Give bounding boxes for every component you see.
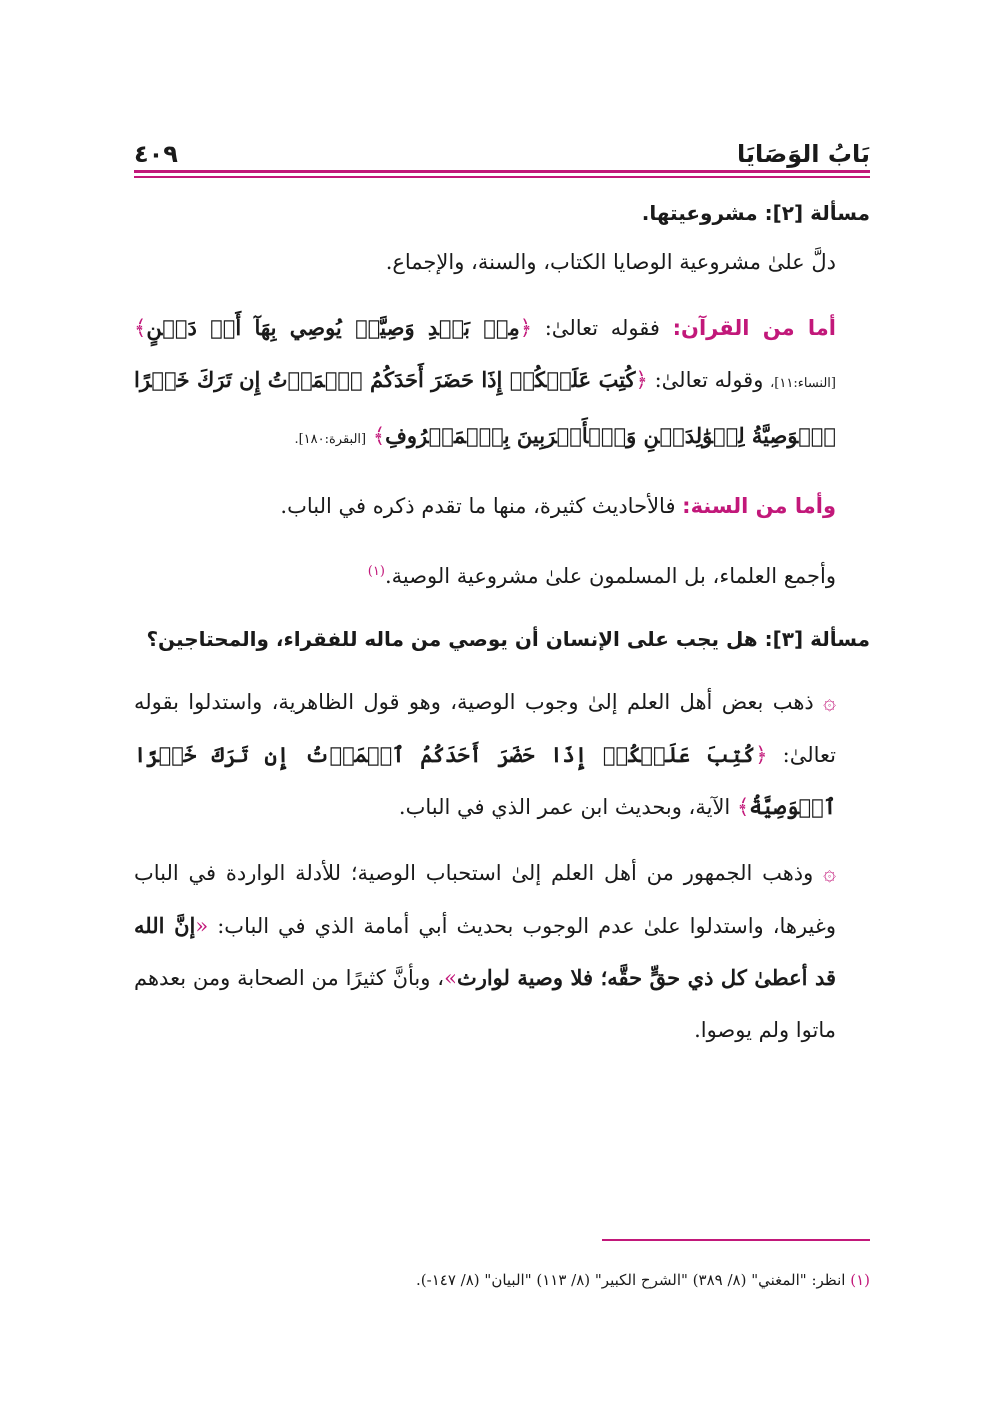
question-3-heading	[134, 616, 870, 662]
paragraph-majority-view	[134, 847, 870, 1056]
footnote	[134, 1268, 870, 1292]
page-body	[134, 190, 870, 1056]
verse-open-bracket: ﴿	[519, 316, 533, 340]
footnote-text: انظر: "المغني" (٨/ ٣٨٩) "الشرح الكبير" (٨/ ١١٣) "البيان" (٨/ ١٤٧-).	[416, 1271, 846, 1289]
obligation-text-1: ذهب بعض أهل العلم إلىٰ وجوب الوصية، وهو قول الظاهرية، واستدلوا بقوله تعالىٰ:	[134, 690, 836, 767]
paragraph-ijma	[134, 546, 870, 602]
verse-ref-baqarah: [البقرة:١٨٠].	[294, 432, 367, 447]
verse-close-bracket: ﴾	[736, 795, 750, 819]
verse-open-bracket: ﴿	[755, 743, 768, 767]
sunnah-label: وأما من السنة:	[682, 494, 836, 518]
question-3-title: هل يجب على الإنسان أن يوصي من ماله للفقراء، والمحتاجين؟	[146, 627, 758, 651]
flower-bullet-icon: ۞	[823, 861, 836, 886]
verse-ref-nisa: [النساء:١١]،	[770, 376, 836, 391]
hadith-close-quote: »	[444, 966, 457, 990]
page-header	[134, 128, 870, 168]
obligation-text-2: الآية، وبحديث ابن عمر الذي في الباب.	[398, 795, 731, 819]
verse-close-bracket: ﴾	[372, 424, 386, 448]
paragraph-evidence-intro: دلَّ علىٰ مشروعية الوصايا الكتاب، والسنة، والإجماع.	[385, 250, 836, 274]
paragraph-obligation-view	[134, 676, 870, 833]
chapter-title: بَابُ الوَصَايَا	[736, 140, 870, 168]
verse-baqarah: كُتِبَ عَلَيۡكُمۡ إِذَا حَضَرَ أَحَدَكُمُ ٱلۡمَوۡتُ إِن تَرَكَ خَيۡرًا ٱلۡوَصِيَّةُ لِلۡوَٰلِدَيۡنِ وَٱلۡأَقۡرَبِينَ بِٱلۡمَعۡرُوفِ	[134, 367, 836, 448]
question-2-heading	[134, 190, 870, 236]
page-number: ٤٠٩	[134, 140, 178, 168]
hadith-text: إنَّ الله قد أعطىٰ كل ذي حقٍّ حقَّه؛ فلا وصية لوارث	[134, 913, 837, 990]
sunnah-text: فالأحاديث كثيرة، منها ما تقدم ذكره في الباب.	[280, 494, 676, 518]
verse-nisa: مِنۢ بَعۡدِ وَصِيَّةٖ يُوصِي بِهَآ أَوۡ دَيۡنٍ	[146, 315, 520, 340]
verse-baqarah-short: كُتِبَ عَلَيۡكُمۡ إِذَا حَضَرَ أَحَدَكُمُ ٱلۡمَوۡتُ إِن تَرَكَ خَيۡرًا ٱلۡوَصِيَّةُ	[134, 742, 836, 819]
header-rule-bottom	[134, 176, 870, 178]
verse-open-bracket: ﴿	[635, 368, 648, 392]
quran-intro-2: وقوله تعالىٰ:	[654, 368, 764, 392]
footnote-number: (١)	[850, 1271, 870, 1289]
paragraph-quran	[134, 302, 870, 466]
hadith-open-quote: «	[195, 914, 209, 938]
quran-label: أما من القرآن:	[672, 316, 837, 340]
majority-text-1: وذهب الجمهور من أهل العلم إلىٰ استحباب الوصية؛ للأدلة الواردة في الباب وغيرها، واستدلوا علىٰ عدم الوجوب بحديث أبي أمامة الذي في الباب:	[134, 861, 836, 938]
majority-text-2: ، وبأنَّ كثيرًا من الصحابة ومن بعدهم ماتوا ولم يوصوا.	[134, 966, 836, 1042]
footnote-separator	[602, 1239, 870, 1241]
question-2-title: مشروعيتها.	[641, 201, 758, 225]
question-3-label: مسألة [٣]:	[764, 627, 870, 651]
quran-intro: فقوله تعالىٰ:	[544, 316, 660, 340]
paragraph-sunnah	[134, 480, 870, 532]
verse-close-bracket: ﴾	[134, 316, 147, 340]
ijma-text: وأجمع العلماء، بل المسلمون علىٰ مشروعية الوصية.	[384, 564, 836, 588]
question-2-label: مسألة [٢]:	[764, 201, 870, 225]
flower-bullet-icon: ۞	[823, 690, 836, 715]
header-rule-top	[134, 170, 870, 173]
footnote-mark: (١)	[367, 564, 385, 579]
